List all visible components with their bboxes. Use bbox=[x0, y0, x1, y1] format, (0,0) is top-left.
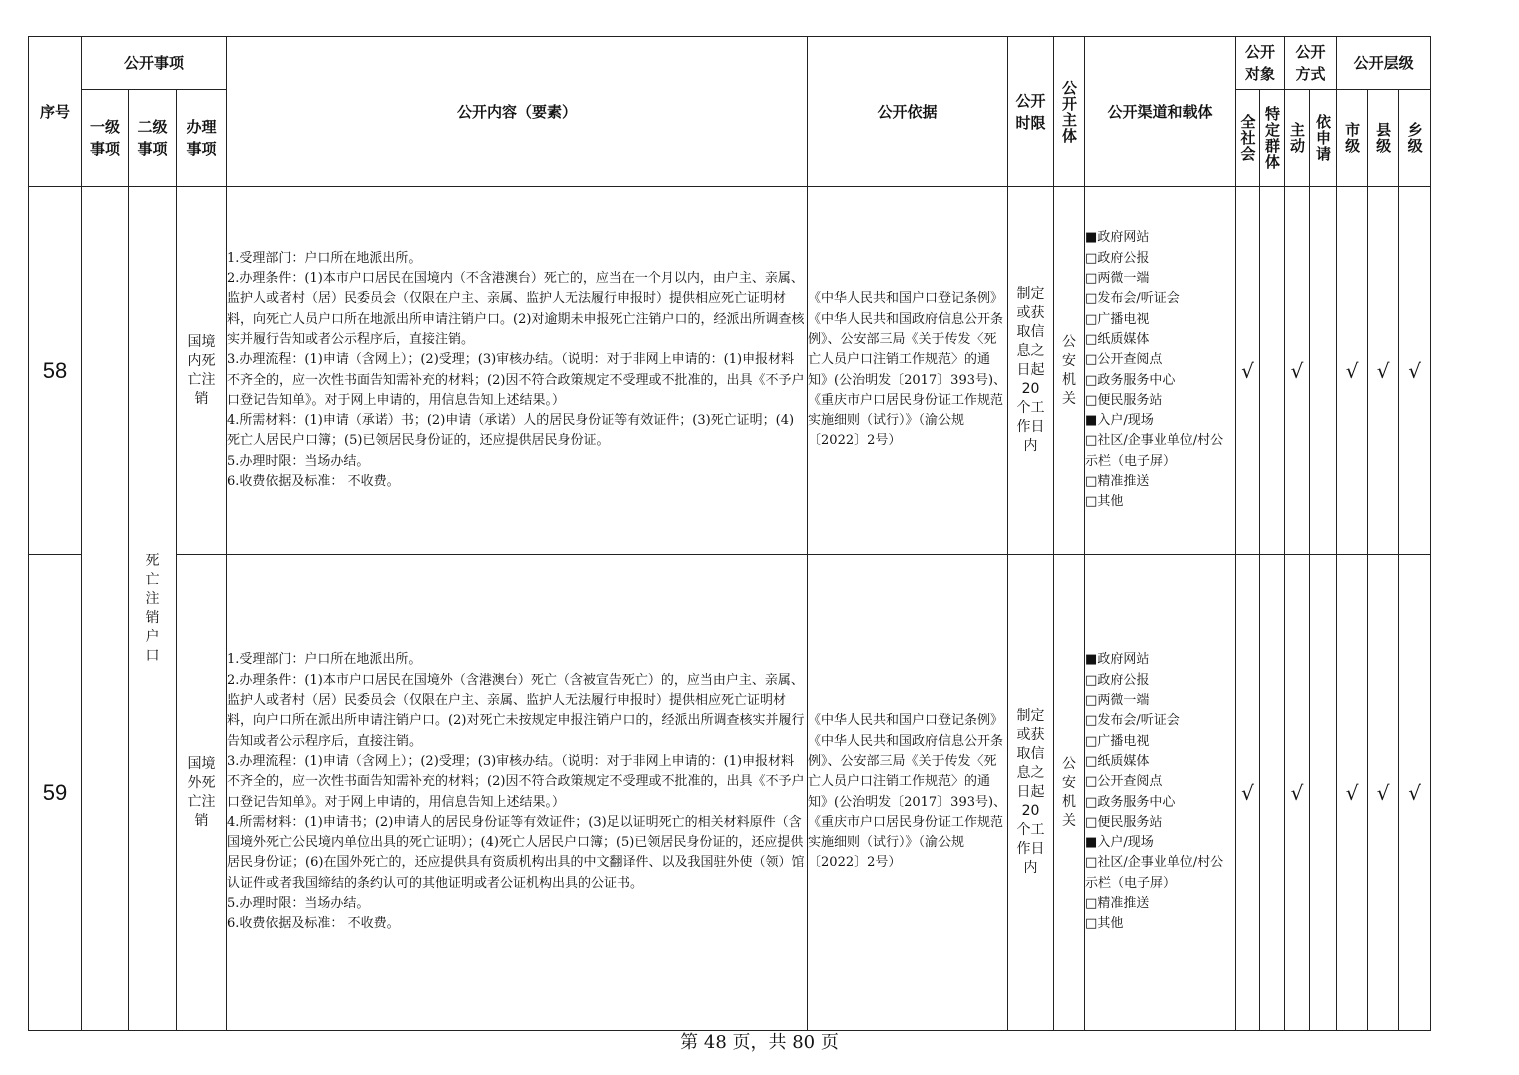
channel-item: □社区/企事业单位/村公示栏（电子屏） bbox=[1085, 433, 1224, 469]
content-line: 4.所需材料：(1)申请（承诺）书；(2)申请（承诺）人的居民身份证等有效证件；(3)死亡证明；(4)死亡人居民户口簿；(5)已领居民身份证的，还应提供居民身份证。 bbox=[227, 413, 795, 449]
mark-county: √ bbox=[1368, 555, 1399, 1031]
header-basis: 公开依据 bbox=[808, 37, 1008, 187]
header-object-specific: 特定群体 bbox=[1260, 90, 1285, 187]
row-time-limit: 制定或获取信息之日起20个工作日内 bbox=[1008, 187, 1054, 555]
channel-item: □发布会/听证会 bbox=[1085, 291, 1180, 307]
header-object: 公开对象 bbox=[1236, 37, 1285, 90]
row-handle: 国境外死亡注销 bbox=[177, 555, 227, 1031]
row-subject: 公安机关 bbox=[1054, 555, 1085, 1031]
channel-item: ■入户/现场 bbox=[1085, 835, 1154, 851]
content-line: 3.办理流程：(1)申请（含网上）；(2)受理；(3)审核办结。（说明：对于非网上申请的：(1)申报材料不齐全的，应一次性书面告知需补充的材料；(2)因不符合政策规定不受理或不批准的，出具《不予户口登记告知单》。对于网上申请的，用信息告知上述结果。） bbox=[227, 753, 805, 810]
channel-item: □两微一端 bbox=[1085, 271, 1150, 287]
content-line: 1.受理部门：户口所在地派出所。 bbox=[227, 652, 422, 668]
mark-city: √ bbox=[1337, 187, 1368, 555]
content-line: 6.收费依据及标准： 不收费。 bbox=[227, 473, 400, 489]
channel-item: □政府公报 bbox=[1085, 250, 1150, 266]
header-level-town: 乡级 bbox=[1399, 90, 1431, 187]
disclosure-table bbox=[28, 36, 1431, 1031]
header-public-items: 公开事项 bbox=[82, 37, 227, 90]
row-handle: 国境内死亡注销 bbox=[177, 187, 227, 555]
channel-item: ■入户/现场 bbox=[1085, 413, 1154, 429]
mark-city: √ bbox=[1337, 555, 1368, 1031]
content-line: 2.办理条件：(1)本市户口居民在国境外（含港澳台）死亡（含被宣告死亡）的，应当由户主、亲属、监护人或者村（居）民委员会（仅限在户主、亲属、监护人无法履行申报时）提供相应死亡证明材料，向户口所在派出所申请注销户口。(2)对死亡未按规定申报注销户口的，经派出所调查核实并履行告知或者公示程序后，直接注销。 bbox=[227, 672, 805, 749]
mark-town: √ bbox=[1399, 187, 1431, 555]
header-level-city: 市级 bbox=[1337, 90, 1368, 187]
header-object-all: 全社会 bbox=[1236, 90, 1260, 187]
channel-item: □两微一端 bbox=[1085, 693, 1150, 709]
row-content bbox=[227, 187, 808, 555]
content-line: 2.办理条件：(1)本市户口居民在国境内（不含港澳台）死亡的，应当在一个月以内，由户主、亲属、监护人或者村（居）民委员会（仅限在户主、亲属、监护人无法履行申报时）提供相应死亡证明材料，向死亡人员户口所在地派出所申请注销户口。(2)对逾期未申报死亡注销户口的，经派出所调查核实并履行告知或者公示程序后，直接注销。 bbox=[227, 271, 805, 347]
row-seq: 59 bbox=[29, 555, 82, 1031]
table-row bbox=[29, 187, 1431, 555]
channel-item: □社区/企事业单位/村公示栏（电子屏） bbox=[1085, 855, 1224, 891]
page-footer: 第 48 页，共 80 页 bbox=[680, 1032, 839, 1053]
channel-item: □政府公报 bbox=[1085, 672, 1150, 688]
header-method-request: 依申请 bbox=[1310, 90, 1337, 187]
row-content bbox=[227, 555, 808, 1031]
content-line: 5.办理时限：当场办结。 bbox=[227, 895, 370, 911]
header-level-county: 县级 bbox=[1368, 90, 1399, 187]
channel-item: □政务服务中心 bbox=[1085, 372, 1176, 388]
content-line: 1.受理部门：户口所在地派出所。 bbox=[227, 250, 422, 266]
channel-item: □便民服务站 bbox=[1085, 814, 1163, 830]
header-subject: 公开主体 bbox=[1054, 37, 1085, 187]
header-handle: 办理事项 bbox=[177, 90, 227, 187]
content-line: 6.收费依据及标准： 不收费。 bbox=[227, 916, 400, 932]
header-level2: 二级事项 bbox=[129, 90, 177, 187]
row-time-limit: 制定或获取信息之日起20个工作日内 bbox=[1008, 555, 1054, 1031]
content-line: 3.办理流程：(1)申请（含网上）；(2)受理；(3)审核办结。（说明：对于非网上申请的：(1)申报材料不齐全的，应一次性书面告知需补充的材料；(2)因不符合政策规定不受理或不批准的，出具《不予户口登记告知单》。对于网上申请的，用信息告知上述结果。） bbox=[227, 352, 805, 408]
mark-town: √ bbox=[1399, 555, 1431, 1031]
channel-item: ■政府网站 bbox=[1085, 652, 1150, 668]
mark-request bbox=[1310, 187, 1337, 555]
mark-active: √ bbox=[1285, 187, 1310, 555]
row-basis: 《中华人民共和国户口登记条例》《中华人民共和国政府信息公开条例》、公安部三局《关于传发〈死亡人员户口注销工作规范〉的通知》(公治明发〔2017〕393号)、《重庆市户口居民身份证工作规范实施细则（试行）》（渝公规〔2022〕2号） bbox=[808, 555, 1008, 1031]
channel-item: ■政府网站 bbox=[1085, 230, 1150, 246]
channel-item: □公开查阅点 bbox=[1085, 774, 1163, 790]
row-channels bbox=[1085, 555, 1236, 1031]
header-level: 公开层级 bbox=[1337, 37, 1431, 90]
channel-item: □政务服务中心 bbox=[1085, 794, 1176, 810]
mark-specific bbox=[1260, 187, 1285, 555]
channel-item: □广播电视 bbox=[1085, 733, 1150, 749]
channel-item: □便民服务站 bbox=[1085, 392, 1163, 408]
mark-county: √ bbox=[1368, 187, 1399, 555]
mark-all: √ bbox=[1236, 555, 1260, 1031]
mark-specific bbox=[1260, 555, 1285, 1031]
channel-item: □广播电视 bbox=[1085, 311, 1150, 327]
mark-active: √ bbox=[1285, 555, 1310, 1031]
row-seq: 58 bbox=[29, 187, 82, 555]
header-channel: 公开渠道和载体 bbox=[1085, 37, 1236, 187]
header-method: 公开方式 bbox=[1285, 37, 1337, 90]
level2-cell: 死亡注销户口 bbox=[129, 187, 177, 1031]
row-subject: 公安机关 bbox=[1054, 187, 1085, 555]
channel-item: □纸质媒体 bbox=[1085, 331, 1150, 347]
content-line: 4.所需材料：(1)申请书；(2)申请人的居民身份证等有效证件；(3)足以证明死亡的相关材料原件（含国境外死亡公民境内单位出具的死亡证明）；(4)死亡人居民户口簿；(5)已领居民身份证的，还应提供居民身份证；(6)在国外死亡的，还应提供具有资质机构出具的中文翻译件、以及我国驻外使（领）馆认证件或者我国缔结的条约认可的其他证明或者公证机构出具的公证书。 bbox=[227, 814, 805, 891]
content-line: 5.办理时限：当场办结。 bbox=[227, 453, 370, 469]
header-content: 公开内容（要素） bbox=[227, 37, 808, 187]
channel-item: □纸质媒体 bbox=[1085, 753, 1150, 769]
header-seq: 序号 bbox=[29, 37, 82, 187]
table-row bbox=[29, 555, 1431, 1031]
row-basis: 《中华人民共和国户口登记条例》《中华人民共和国政府信息公开条例》、公安部三局《关于传发〈死亡人员户口注销工作规范〉的通知》(公治明发〔2017〕393号)、《重庆市户口居民身份证工作规范实施细则（试行）》（渝公规〔2022〕2号） bbox=[808, 187, 1008, 555]
channel-item: □精准推送 bbox=[1085, 895, 1150, 911]
channel-item: □其他 bbox=[1085, 494, 1124, 510]
header-method-active: 主动 bbox=[1285, 90, 1310, 187]
header-time-limit: 公开时限 bbox=[1008, 37, 1054, 187]
mark-request bbox=[1310, 555, 1337, 1031]
header-level1: 一级事项 bbox=[82, 90, 129, 187]
channel-item: □精准推送 bbox=[1085, 473, 1150, 489]
channel-item: □其他 bbox=[1085, 916, 1124, 932]
level1-cell bbox=[82, 187, 129, 1031]
channel-item: □公开查阅点 bbox=[1085, 352, 1163, 368]
mark-all: √ bbox=[1236, 187, 1260, 555]
row-channels bbox=[1085, 187, 1236, 555]
channel-item: □发布会/听证会 bbox=[1085, 713, 1180, 729]
